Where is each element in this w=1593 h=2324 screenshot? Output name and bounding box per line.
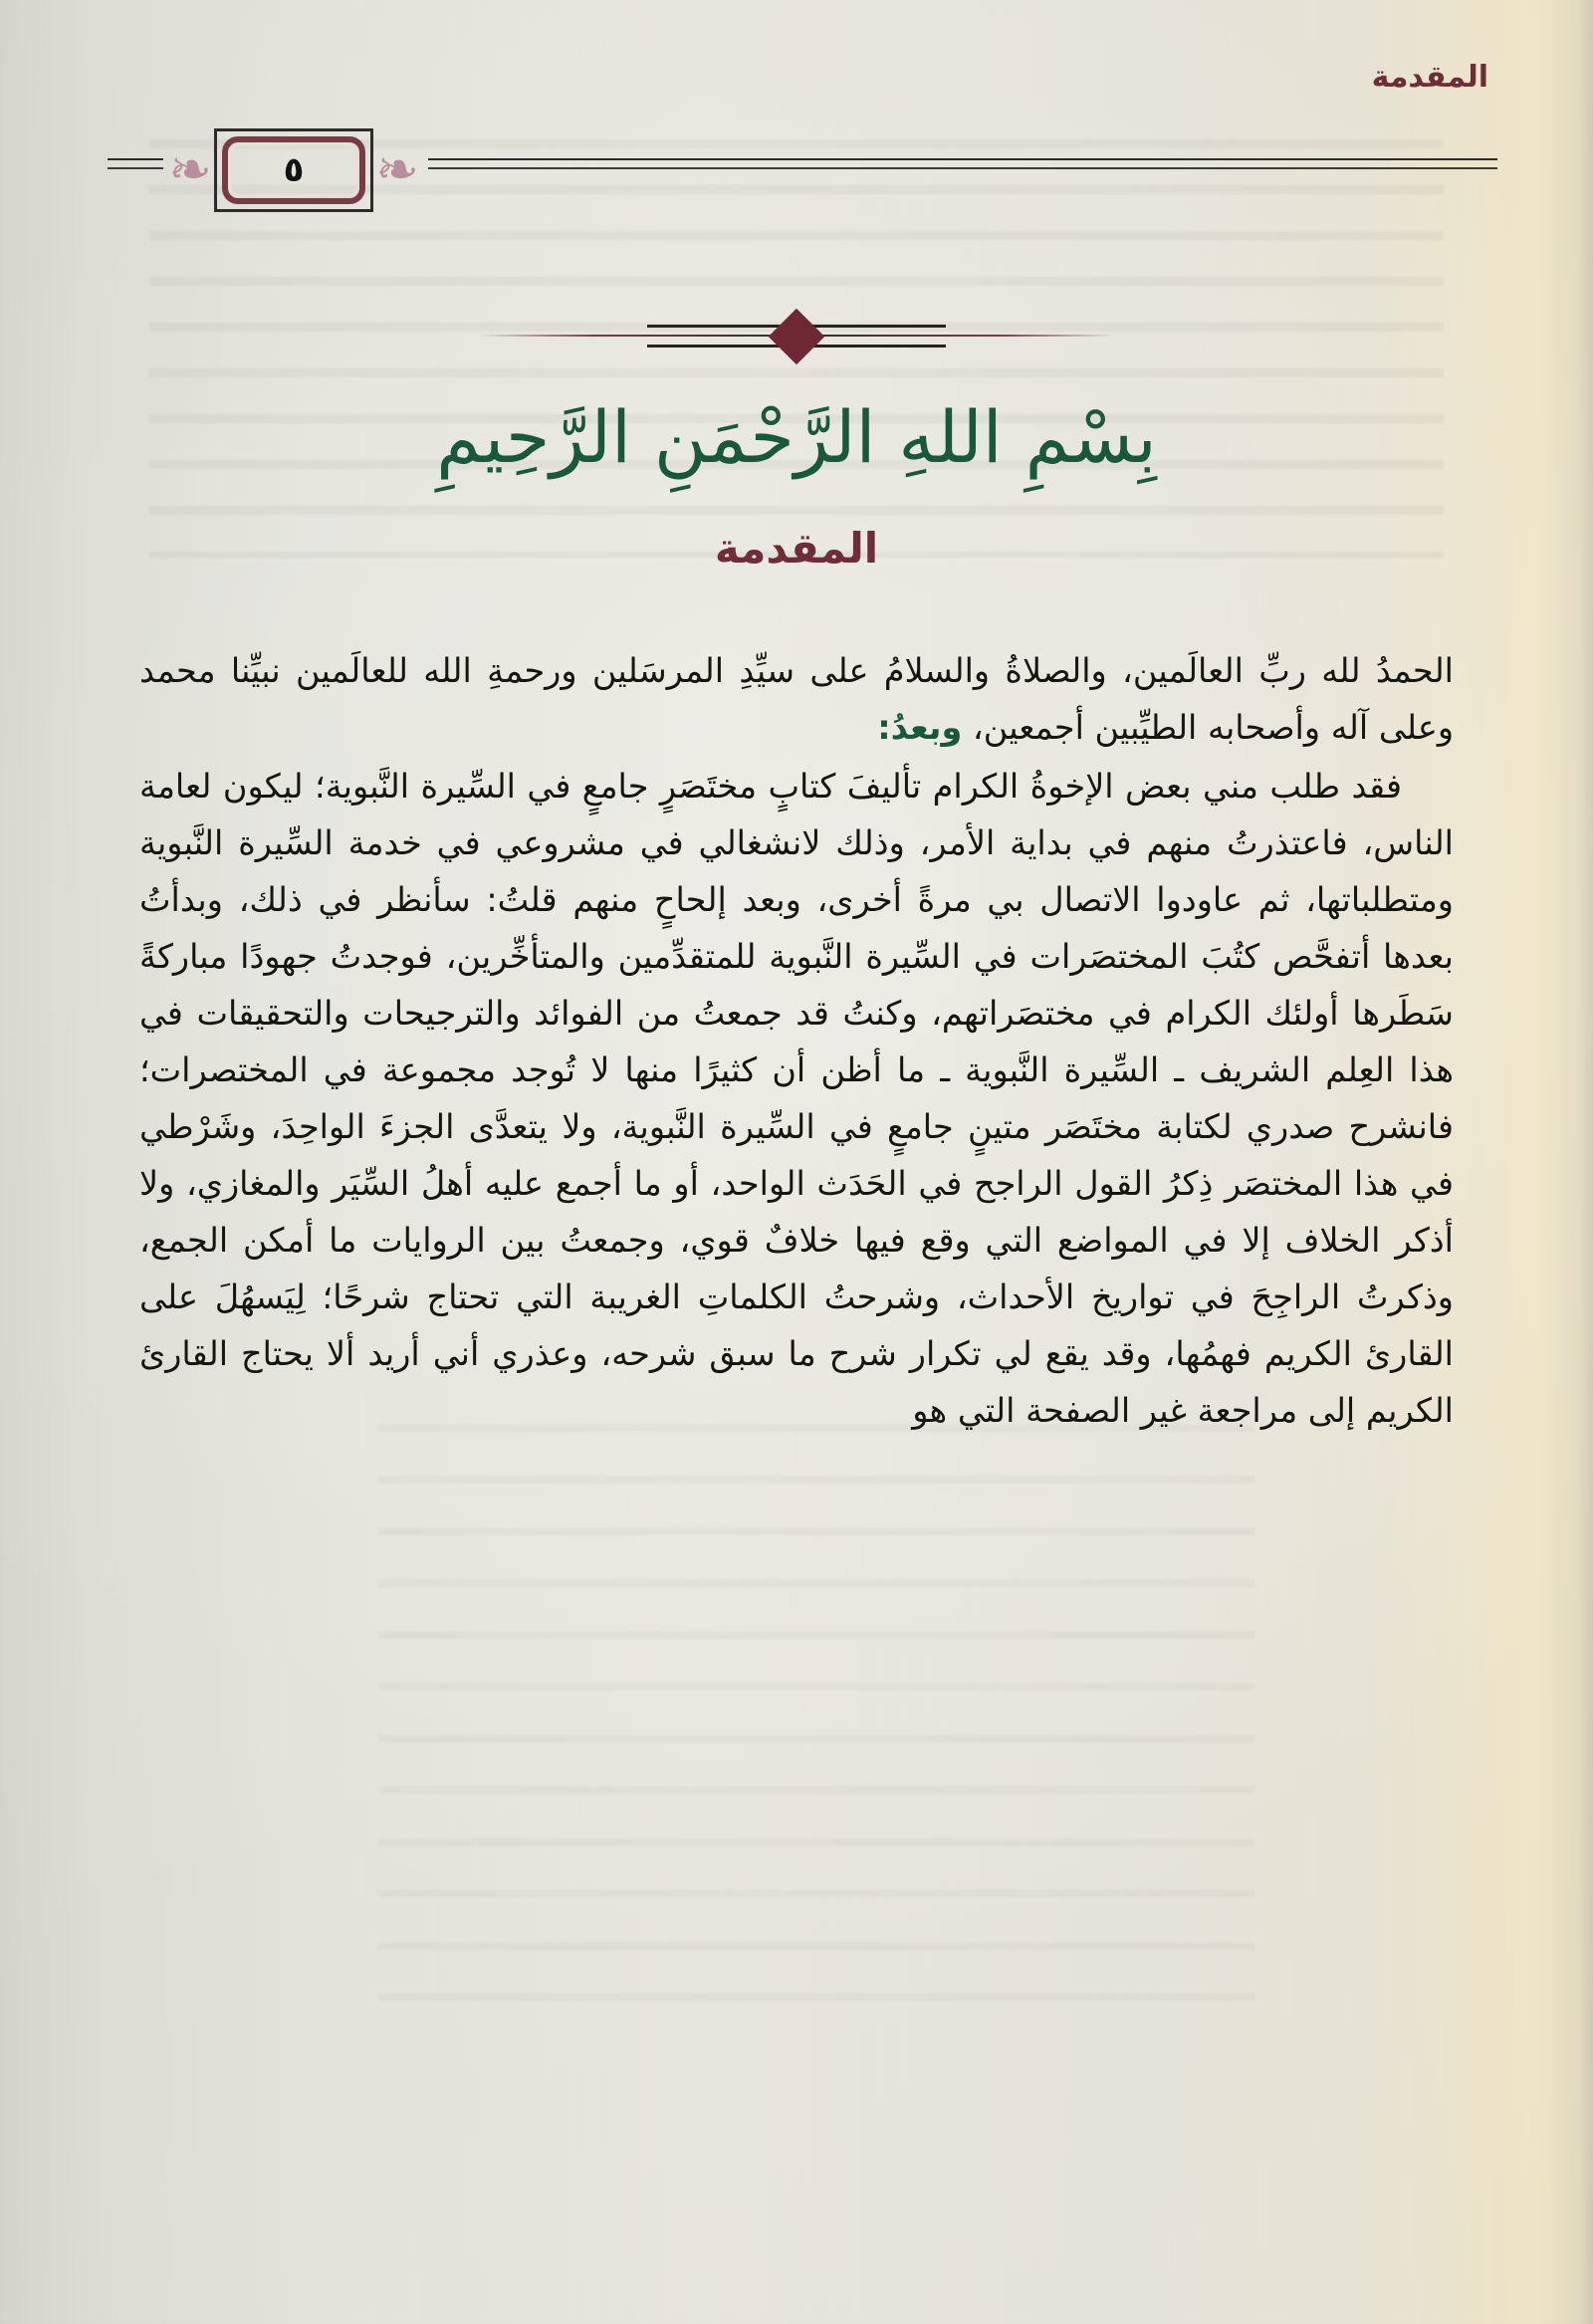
text-run: فقد طلب مني بعض الإخوةُ الكرام تأليفَ كتابٍ مختَصَرٍ جامعٍ في السِّيرة النَّبوية؛ ليكون لعامة الناس، فاعتذرتُ منهم في بداية الأمر، وذلك لانشغالي في مشروعي في خدمة السِّيرة النَّبوية ومتطلباتها، ثم عاودوا الاتصال بي مرةً أخرى، وبعد إلحاحٍ منهم قلتُ: سأنظر في ذلك، وبدأتُ بعدها أتفحَّص كتُبَ المختصَرات في السِّيرة النَّبوية للمتقدِّمين والمتأخِّرين، فوجدتُ جهودًا مباركةً سَطَرها أولئك الكرام في مختصَراتهم، وكنتُ قد جمعتُ من الفوائد والترجيحات والتحقيقات في هذا العِلم الشريف ـ السِّيرة النَّبوية ـ ما أظن أن كثيرًا منها لا تُوجد مجموعة في المختصرات؛ فانشرح صدري لكتابة مختَصَر متينٍ جامعٍ في السِّيرة النَّبوية، ولا يتعدَّى الجزءَ الواحِدَ، وشَرْطي في هذا المختصَر ذِكرُ القول الراجح في الحَدَث الواحد، أو ما أجمع عليه أهلُ السِّيَر والمغازي، ولا أذكر الخلاف إلا في المواضع التي وقع فيها خلافٌ قوي، وجمعتُ بين الروايات ما أمكن الجمع، وذكرتُ الراجِحَ في تواريخ الأحداث، وشرحتُ الكلماتِ الغريبة التي تحتاج شرحًا؛ لِيَسهُلَ على القارئ الكريم فهمُها، وقد يقع لي تكرار شرح ما سبق شرحه، وعذري أني أريد ألا يحتاج القارئ الكريم إلى مراجعة غير الصفحة التي هو: [139, 767, 1454, 1430]
page-title: المقدمة: [714, 524, 879, 573]
page-number: ٥: [283, 150, 305, 190]
reverse-page-showthrough-lower: [378, 1424, 1254, 2041]
running-header: [0, 60, 1593, 200]
page-number-frame: [214, 128, 373, 212]
header-rule-stub: [108, 158, 163, 170]
floral-ornament-icon: ❧: [375, 140, 419, 200]
running-header-title: المقدمة: [1371, 60, 1488, 95]
body-paragraph: [139, 642, 1454, 756]
floral-ornament-icon: ❧: [168, 140, 212, 200]
text-run: الحمدُ لله ربِّ العالَمين، والصلاةُ والسلامُ على سيِّدِ المرسَلين ورحمةِ الله للعالَمين نبيِّنا محمد وعلى آله وأصحابه الطيِّبين أجمعين،: [139, 651, 1454, 747]
page-content: [139, 299, 1454, 1441]
body-text: [139, 642, 1454, 1439]
decorative-divider: [478, 299, 1115, 368]
header-rule: [428, 158, 1497, 170]
emphasis-phrase: وبعدُ:: [877, 708, 963, 747]
body-paragraph: [139, 758, 1454, 1439]
diamond-divider-icon: [769, 309, 825, 365]
page-number-cartouche: [164, 121, 423, 219]
basmala-calligraphy: بِسْمِ اللهِ الرَّحْمَنِ الرَّحِيمِ: [436, 395, 1157, 479]
